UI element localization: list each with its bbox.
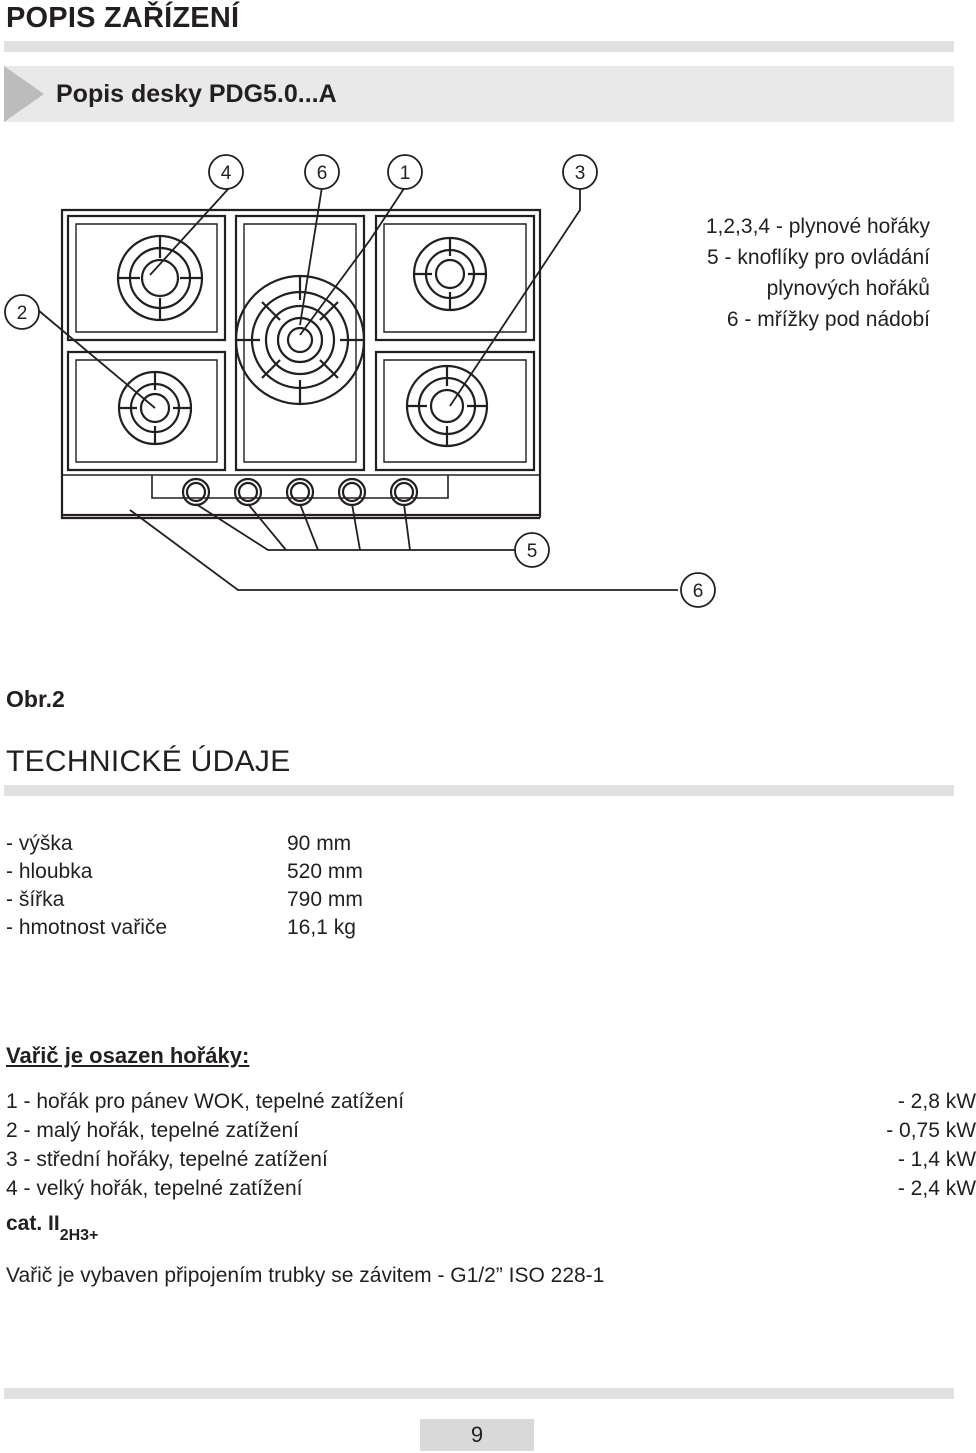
gas-category-sub: 2H3+ (59, 1227, 99, 1244)
burner-label: 3 - střední hořáky, tepelné zatížení (6, 1148, 328, 1171)
gas-category (6, 1212, 98, 1245)
figure-label: Obr.2 (6, 686, 65, 712)
section-subheader (4, 66, 954, 122)
burner-row (6, 1174, 976, 1203)
burner-value: - 2,4 kW (897, 1177, 976, 1200)
burner-row (6, 1087, 976, 1116)
burner-value: - 0,75 kW (886, 1119, 976, 1142)
burner-value: - 1,4 kW (897, 1148, 976, 1171)
callout-6-top: 6 (316, 163, 328, 184)
diagram-legend (560, 211, 930, 335)
spec-row (6, 886, 363, 914)
callout-4: 4 (220, 163, 232, 184)
legend-line: 5 - knoflíky pro ovládání (707, 246, 930, 269)
section-subtitle: Popis desky PDG5.0...A (56, 80, 337, 108)
burners-title: Vařič je osazen hořáky: (6, 1043, 250, 1068)
spec-row (6, 830, 352, 858)
legend-line: 1,2,3,4 - plynové hořáky (705, 215, 930, 238)
spec-label: - hmotnost vařiče (6, 916, 168, 939)
spec-label: - hloubka (6, 860, 93, 883)
gas-category-prefix: cat. II (6, 1212, 60, 1235)
burner-row (6, 1145, 976, 1174)
play-arrow-icon (4, 66, 50, 122)
spec-value: 520 mm (287, 860, 363, 883)
title-rule (4, 41, 954, 52)
burner-list (6, 1087, 976, 1203)
technical-rule (4, 785, 954, 796)
spec-label: - výška (6, 832, 73, 855)
spec-value: 790 mm (287, 888, 363, 911)
callout-6-bottom: 6 (692, 581, 704, 602)
legend-line: plynových hořáků (766, 277, 930, 300)
callout-2: 2 (16, 303, 28, 324)
page-title: POPIS ZAŘÍZENÍ (6, 2, 240, 34)
footer-rule (4, 1388, 954, 1399)
legend-line: 6 - mřížky pod nádobí (726, 308, 930, 331)
callout-3: 3 (574, 163, 586, 184)
spec-label: - šířka (6, 888, 65, 911)
burner-label: 2 - malý hořák, tepelné zatížení (6, 1119, 299, 1142)
technical-title: TECHNICKÉ ÚDAJE (6, 745, 291, 778)
spec-list (6, 830, 363, 942)
hob-outline (62, 210, 540, 518)
connection-note: Vařič je vybaven připojením trubky se závitem - G1/2” ISO 228-1 (6, 1264, 605, 1287)
page-number: 9 (420, 1419, 534, 1451)
burner-label: 1 - hořák pro pánev WOK, tepelné zatížení (6, 1090, 405, 1113)
callout-5: 5 (526, 541, 538, 562)
spec-row (6, 914, 356, 942)
spec-value: 90 mm (287, 832, 352, 855)
callout-1: 1 (399, 163, 411, 184)
burner-value: - 2,8 kW (897, 1090, 976, 1113)
spec-value: 16,1 kg (287, 916, 356, 939)
burner-row (6, 1116, 976, 1145)
spec-row (6, 858, 363, 886)
burner-label: 4 - velký hořák, tepelné zatížení (6, 1177, 303, 1200)
